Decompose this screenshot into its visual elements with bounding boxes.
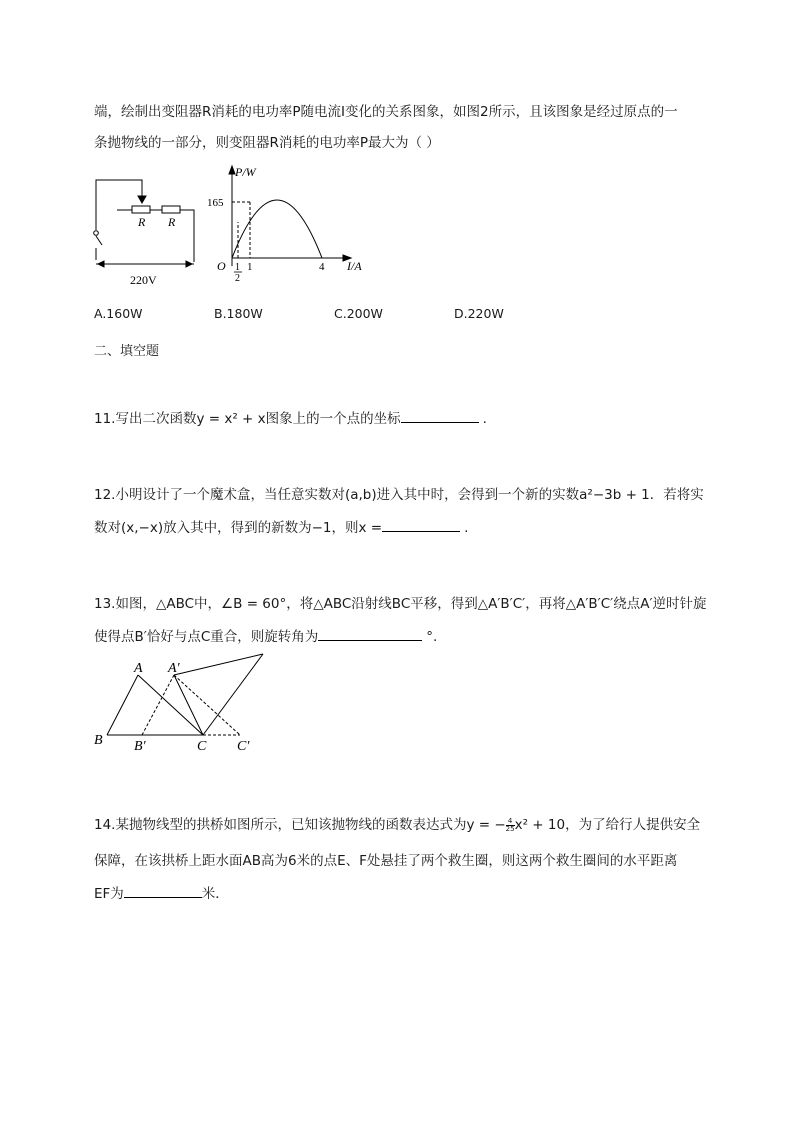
triangle-translation-figure (90, 650, 275, 755)
circuit-diagram (90, 170, 202, 290)
graph-ylabel: P/W (235, 165, 256, 179)
q14-frac-den: 25 (505, 824, 515, 833)
q14-line3-pre: EF为 (94, 886, 124, 902)
q14-line1-pre: 14.某抛物线型的拱桥如图所示，已知该抛物线的函数表达式为y = − (94, 817, 506, 833)
power-current-graph (205, 160, 370, 285)
section-title: 二、填空题 (94, 344, 160, 359)
q12-text-line2: 数对(x,−x)放入其中，得到的新数为−1，则x = (94, 520, 383, 536)
q13-text-line2: 使得点B′恰好与点C重合，则旋转角为 (94, 629, 319, 645)
q10-option-c[interactable]: C.200W (334, 306, 383, 321)
graph-x-tick-1: 1 (247, 261, 253, 273)
graph-origin: O (217, 259, 226, 273)
graph-x-tick-half-num: 1 (235, 262, 240, 273)
q14-line1-post: x² + 10，为了给行人提供安全 (514, 817, 701, 833)
q14-line3-post: 米． (201, 886, 229, 902)
label-A: A (134, 661, 143, 676)
parabola-curve (232, 200, 322, 258)
q10-option-a[interactable]: A.160W (94, 306, 143, 321)
q12-text-line1: 12.小明设计了一个魔术盒，当任意实数对(a,b)进入其中时，会得到一个新的实数a²−3b + 1．若将实 (94, 487, 704, 503)
label-B: B (94, 733, 103, 748)
q13-text-line1: 13.如图，△ABC中，∠B = 60°，将△ABC沿射线BC平移，得到△A′B′C′，再将△A′B′C′绕点A′逆时针旋 (94, 596, 707, 612)
q13-end: °. (426, 629, 438, 645)
q14-frac-num: 4 (506, 818, 515, 826)
q10-option-b[interactable]: B.180W (214, 306, 263, 321)
q11-text: 11.写出二次函数y = x² + x图象上的一个点的坐标 (94, 411, 401, 427)
q14-answer-blank[interactable] (124, 883, 202, 898)
q14-line1 (94, 815, 700, 835)
q14-line3 (94, 883, 229, 904)
q14-fraction (506, 818, 515, 833)
circuit-voltage-label: 220V (130, 273, 157, 287)
q11-answer-blank[interactable] (401, 408, 479, 423)
q12-end: . (464, 520, 469, 536)
q13-answer-blank[interactable] (318, 626, 422, 641)
q10-text-line1: 端，绘制出变阻器R消耗的电功率P随电流I变化的关系图象，如图2所示，且该图象是经过原点的一 (94, 104, 678, 120)
q12 (94, 517, 468, 538)
graph-xlabel: I/A (347, 259, 362, 273)
q11 (94, 408, 487, 429)
q10-option-d[interactable]: D.220W (454, 306, 504, 321)
graph-x-tick-4: 4 (319, 261, 325, 273)
label-B-prime: B′ (134, 739, 146, 754)
label-C-prime: C′ (237, 739, 250, 754)
label-A-prime: A′ (168, 661, 180, 676)
q14-line2: 保障，在该拱桥上距水面AB高为6米的点E、F处悬挂了两个救生圈，则这两个救生圈间的水平距离 (94, 853, 678, 869)
graph-y-tick-165: 165 (207, 197, 224, 209)
q11-end: . (482, 411, 487, 427)
graph-x-tick-half-den: 2 (235, 273, 240, 284)
q10-text-line2: 条抛物线的一部分，则变阻器R消耗的电功率P最大为（ ） (94, 135, 440, 151)
q12-answer-blank[interactable] (382, 517, 460, 532)
circuit-r2-label: R (168, 215, 176, 229)
label-C: C (197, 739, 207, 754)
circuit-r1-label: R (138, 215, 146, 229)
q13 (94, 626, 437, 647)
